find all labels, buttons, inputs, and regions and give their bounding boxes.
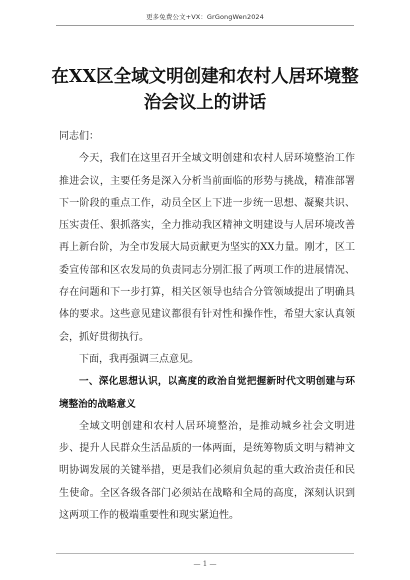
header-note: 更多免费公文+VX：GrGongWen2024 bbox=[146, 13, 264, 21]
title-line-1: 在XX区全域文明创建和农村人居环境整 bbox=[51, 67, 359, 87]
section-heading-1: 一、深化思想认识，以高度的政治自觉把握新时代文明创建与环境整治的战略意义 bbox=[59, 376, 355, 410]
header-divider bbox=[56, 25, 354, 26]
body-paragraph-2: 下面，我再强调三点意见。 bbox=[79, 353, 199, 365]
title-line-2: 治会议上的讲话 bbox=[143, 93, 267, 113]
salutation: 同志们： bbox=[59, 131, 99, 142]
document-title bbox=[40, 64, 370, 116]
document-body bbox=[59, 126, 355, 527]
page-number: — 1 — bbox=[193, 560, 217, 568]
body-paragraph-3: 全域文明创建和农村人居环境整治，是推动城乡社会文明进步、提升人民群众生活品质的一体两面，是统筹物质文明与精神文明协调发展的关键举措，更是我们必须肩负起的重大政治责任和民生使命。全区各级各部门必须站在战略和全局的高度，深刻认识到这两项工作的极端重要性和现实紧迫性。 bbox=[59, 420, 355, 522]
body-paragraph-1: 今天，我们在这里召开全域文明创建和农村人居环境整治工作推进会议，主要任务是深入分析当前面临的形势与挑战，精准部署下一阶段的重点工作，动员全区上下进一步统一思想、凝聚共识、压实责任、狠抓落实，全力推动我区精神文明建设与人居环境改善再上新台阶，为全市发展大局贡献更为坚实的XX力量。刚才，区工委宣传部和区农发局的负责同志分别汇报了两项工作的进展情况、存在问题和下一步打算，相关区领导也结合分管领域提出了明确具体的要求。这些意见建议都很有针对性和操作性，希望大家认真领会，抓好贯彻执行。 bbox=[59, 153, 355, 343]
footer-divider bbox=[56, 553, 354, 554]
